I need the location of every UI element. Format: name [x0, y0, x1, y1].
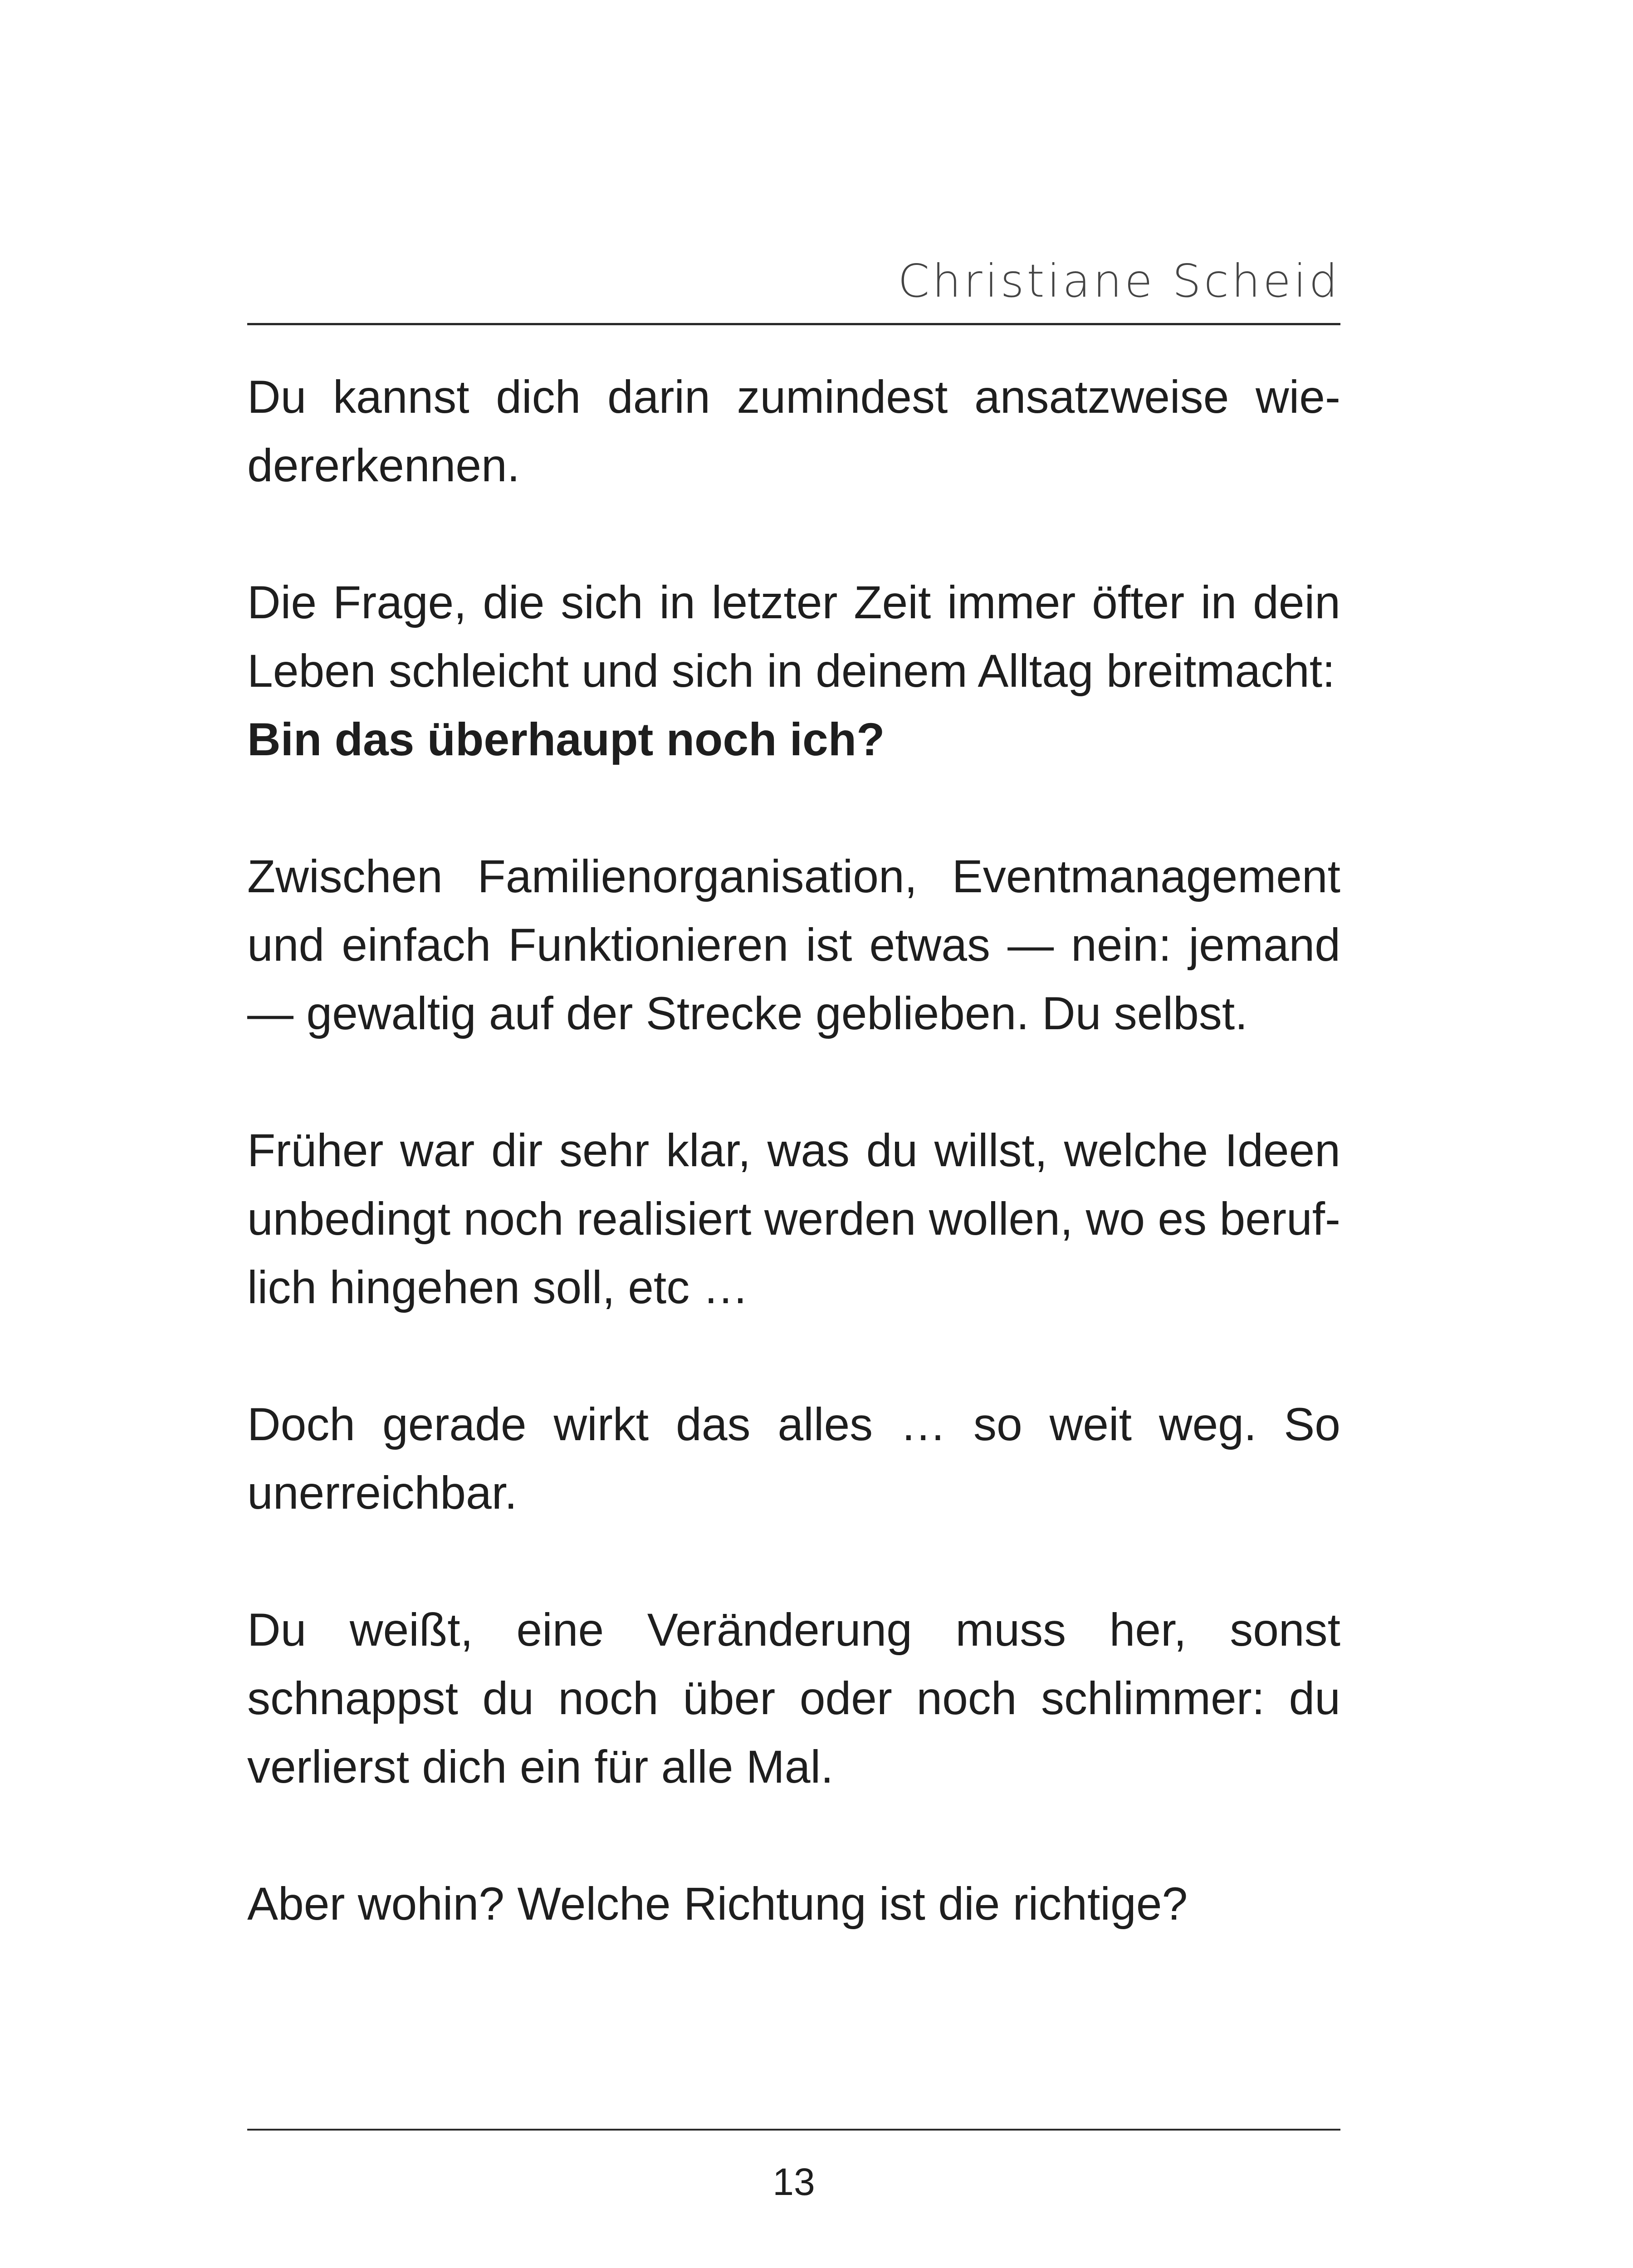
- paragraph-1-text: Du kannst dich darin zumindest ansatzweise wiedererkennen.: [247, 371, 1340, 491]
- paragraph-3: [247, 842, 1340, 1048]
- paragraph-4-text: Früher war dir sehr klar, was du willst, welche Ideen unbedingt noch realisiert werden wollen, wo es beruflich hingehen soll, etc …: [247, 1124, 1340, 1313]
- paragraph-3-text: Zwischen Familienorganisation, Eventmanagement und einfach Funktionieren ist etwas — nein: jemand — gewaltig auf der Strecke geblieben. Du selbst.: [247, 850, 1340, 1039]
- running-header-author: Christiane Scheid: [898, 254, 1340, 308]
- footer-divider: [247, 2129, 1340, 2131]
- paragraph-2-text: Die Frage, die sich in letzter Zeit immer öfter in dein Leben schleicht und sich in deinem Alltag breitmacht:: [247, 577, 1340, 697]
- page-number: 13: [772, 2160, 815, 2203]
- paragraph-2-bold-question: Bin das überhaupt noch ich?: [247, 714, 885, 765]
- paragraph-1: [247, 363, 1340, 500]
- header-divider: [247, 323, 1340, 325]
- paragraph-6-text: Du weißt, eine Veränderung muss her, sonst schnappst du noch über oder noch schlimmer: du verlierst dich ein für alle Mal.: [247, 1604, 1340, 1793]
- paragraph-6: [247, 1596, 1340, 1801]
- page-body: [247, 363, 1340, 1938]
- paragraph-2: [247, 568, 1340, 774]
- paragraph-5: [247, 1390, 1340, 1527]
- paragraph-5-text: Doch gerade wirkt das alles … so weit weg. So unerreichbar.: [247, 1398, 1340, 1519]
- paragraph-7: [247, 1870, 1340, 1938]
- paragraph-4: [247, 1116, 1340, 1322]
- paragraph-7-text: Aber wohin? Welche Richtung ist die richtige?: [247, 1878, 1188, 1930]
